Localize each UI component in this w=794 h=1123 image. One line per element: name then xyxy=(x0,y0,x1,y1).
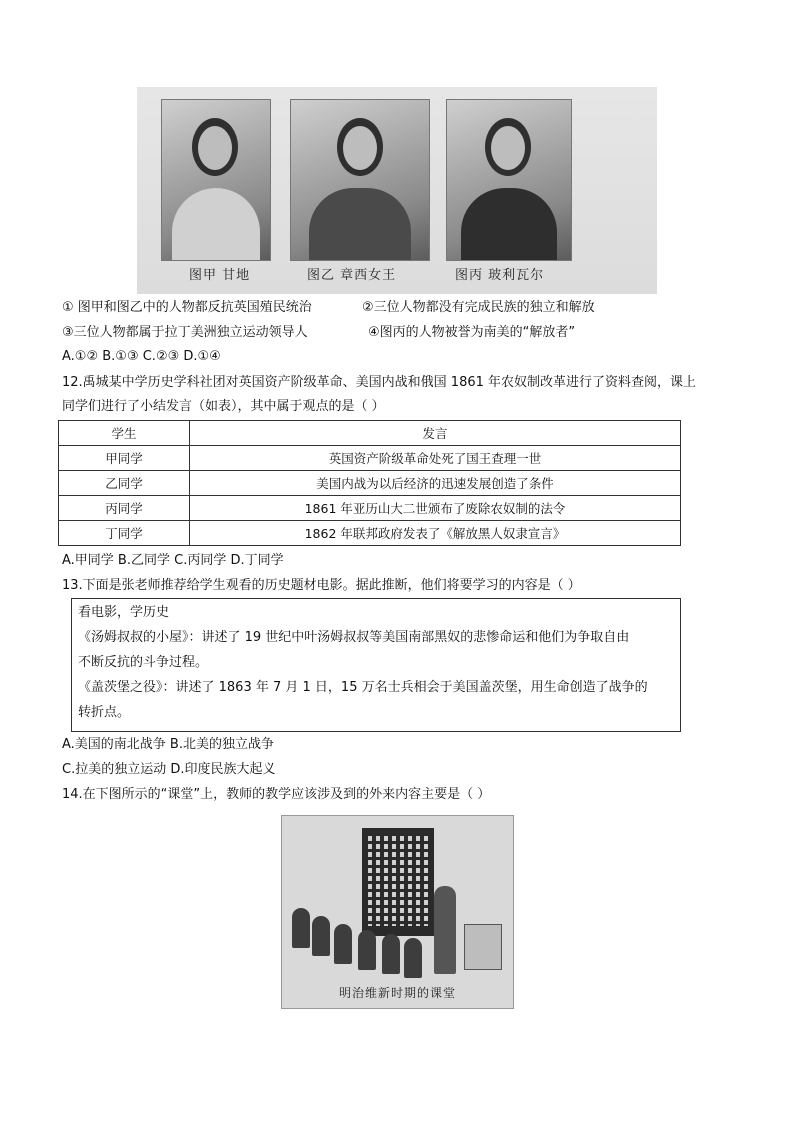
portraits-image xyxy=(137,87,657,294)
header-student: 学生 xyxy=(59,421,190,446)
table-row xyxy=(59,471,681,496)
caption-rani: 图乙 章西女王 xyxy=(307,268,397,283)
q14-stem: 14.在下图所示的“课堂”上，教师的教学应该涉及到的外来内容主要是（ ） xyxy=(62,787,491,802)
q11-statement-1: ① 图甲和图乙中的人物都反抗英国殖民统治 xyxy=(62,300,312,315)
q13-options-line2: C.拉美的独立运动 D.印度民族大起义 xyxy=(62,762,276,777)
portrait-rani-lakshmibai xyxy=(290,99,430,261)
q11-statement-3: ③三位人物都属于拉丁美洲独立运动领导人 xyxy=(62,325,308,340)
student-figure xyxy=(358,930,376,970)
cell-student: 甲同学 xyxy=(59,446,190,471)
blackboard xyxy=(362,828,434,936)
box-line: 《汤姆叔叔的小屋》：讲述了 19 世纪中叶汤姆叔叔等美国南部黑奴的悲惨命运和他们为争取自由 xyxy=(78,630,630,645)
portrait-bolivar xyxy=(446,99,572,261)
teacher-figure xyxy=(434,886,456,974)
student-figure xyxy=(312,916,330,956)
q11-statement-4: ④图丙的人物被誉为南美的“解放者” xyxy=(368,325,576,340)
cell-student: 丁同学 xyxy=(59,521,190,546)
table-row xyxy=(59,496,681,521)
cell-statement: 1861 年亚历山大二世颁布了废除农奴制的法令 xyxy=(190,496,681,521)
cell-statement: 美国内战为以后经济的迅速发展创造了条件 xyxy=(190,471,681,496)
student-figure xyxy=(292,908,310,948)
student-figure xyxy=(334,924,352,964)
classroom-image xyxy=(281,815,514,1009)
student-figure xyxy=(382,934,400,974)
q11-options: A.①② B.①③ C.②③ D.①④ xyxy=(62,349,221,364)
wall-sign xyxy=(464,924,502,970)
caption-gandhi: 图甲 甘地 xyxy=(189,268,251,283)
q11-statement-2: ②三位人物都没有完成民族的独立和解放 xyxy=(362,300,595,315)
box-line: 转折点。 xyxy=(78,705,131,720)
header-statement: 发言 xyxy=(190,421,681,446)
q13-options-line1: A.美国的南北战争 B.北美的独立战争 xyxy=(62,737,274,752)
table-row xyxy=(59,521,681,546)
portrait-gandhi xyxy=(161,99,271,261)
cell-statement: 1862 年联邦政府发表了《解放黑人奴隶宣言》 xyxy=(190,521,681,546)
q12-stem-line1: 12.禹城某中学历史学科社团对英国资产阶级革命、美国内战和俄国 1861 年农奴制改革进行了资料查阅，课上 xyxy=(62,375,697,390)
box-title: 看电影，学历史 xyxy=(78,605,170,620)
q12-table xyxy=(58,420,681,546)
table-header-row xyxy=(59,421,681,446)
cell-student: 丙同学 xyxy=(59,496,190,521)
caption-bolivar: 图丙 玻利瓦尔 xyxy=(455,268,545,283)
q13-stem: 13.下面是张老师推荐给学生观看的历史题材电影。据此推断，他们将要学习的内容是（ ） xyxy=(62,578,581,593)
box-line: 不断反抗的斗争过程。 xyxy=(78,655,209,670)
cell-student: 乙同学 xyxy=(59,471,190,496)
box-line: 《盖茨堡之役》：讲述了 1863 年 7 月 1 日，15 万名士兵相会于美国盖茨堡，用生命创造了战争的 xyxy=(78,680,648,695)
classroom-caption: 明治维新时期的课堂 xyxy=(338,986,456,1000)
student-figure xyxy=(404,938,422,978)
cell-statement: 英国资产阶级革命处死了国王查理一世 xyxy=(190,446,681,471)
q13-movie-box xyxy=(71,598,681,732)
q12-options: A.甲同学 B.乙同学 C.丙同学 D.丁同学 xyxy=(62,553,284,568)
q12-stem-line2: 同学们进行了小结发言（如表），其中属于观点的是（ ） xyxy=(62,399,385,414)
table-row xyxy=(59,446,681,471)
